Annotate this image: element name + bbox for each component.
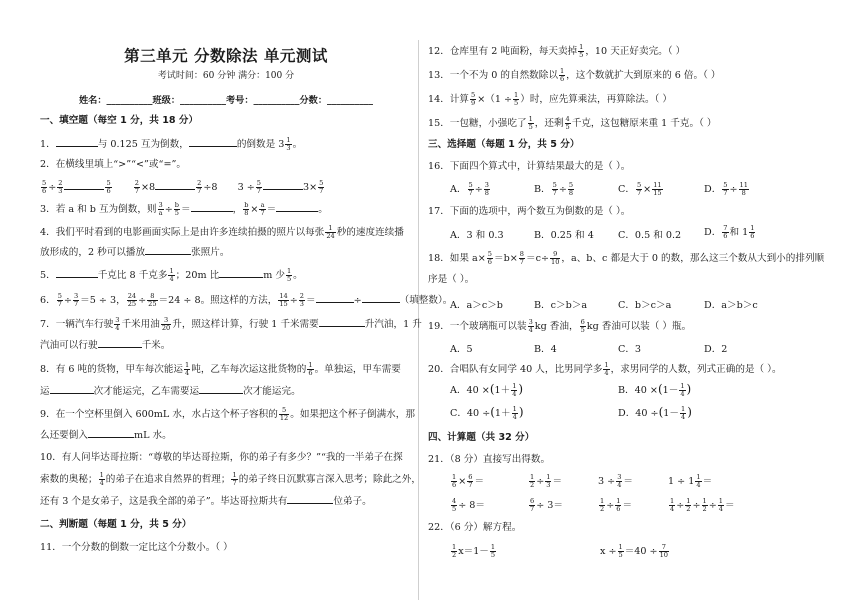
q19-option-a: A．5 (450, 344, 473, 355)
q20-option-c: C．40 ÷(1＋ $\frac{1}{4}$ ) (450, 405, 524, 421)
question-21: 21．（8 分）直接写出得数。 (428, 454, 551, 465)
q17-option-b: B．0.25 和 4 (534, 230, 594, 241)
section-fill-title: 一、填空题（每空 1 分，共 18 分） (40, 115, 199, 126)
q20-option-a: A．40 ×(1＋ $\frac{1}{4}$ ) (450, 382, 524, 398)
section-calc-title: 四、计算题（共 32 分） (428, 432, 535, 443)
q18-option-a: A．a＞c＞b (450, 300, 503, 311)
question-9: 9．在一个空杯里倒入 600mL 水，水占这个杯子容积的 $\frac{5}{12}$ 。如果把这个杯子倒满水，那 (40, 406, 415, 422)
question-16: 16．下面四个算式中，计算结果最大的是（ ）。 (428, 161, 631, 172)
question-11: 11．一个分数的倒数一定比这个分数小。（ ） (40, 542, 233, 553)
question-7-cont: 汽油可以行驶 千米。 (40, 340, 171, 351)
q22-equation-1: $\frac{1}{2}$ x＝1－ $\frac{1}{5}$ (452, 543, 496, 559)
q19-option-b: B．4 (534, 344, 557, 355)
question-7: 7．一辆汽车行驶 $\frac{3}{4}$ 千米用油 $\frac{3}{20}$ 升，照这样计算，行驶 1 千米需要 升汽油，1 升 (40, 316, 422, 332)
question-12: 12．仓库里有 2 吨面粉，每天卖掉 $\frac{1}{5}$ ，10 天正好卖完。（ ） (428, 43, 686, 59)
q17-option-c: C．0.5 和 0.2 (618, 230, 682, 241)
question-18: 18．如果 a× $\frac{5}{6}$ ＝b× $\frac{8}{7}$ ＝c÷ $\frac{9}{10}$ ，a、b、c 都是大于 0 的数，那么这三个数从大到小的排列顺 (428, 250, 825, 266)
section-judge-title: 二、判断题（每题 1 分，共 5 分） (40, 519, 192, 530)
exam-meta: 考试时间：60 分钟 满分：100 分 (157, 71, 295, 81)
question-4: 4．我们平时看到的电影画面实际上是由许多连续拍摄的照片以每张 $\frac{1}{24}$ 秒的速度连续播 (40, 224, 404, 240)
q20-option-d: D．40 ÷(1－ $\frac{1}{4}$ ) (618, 405, 692, 421)
q21-item-4: 1 ÷ 1 $\frac{1}{4}$ ＝ (668, 473, 713, 489)
q16-option-d: D． $\frac{5}{7}$ ÷ $\frac{11}{8}$ (704, 181, 748, 197)
q22-equation-2: x ÷ $\frac{1}{5}$ ＝40 ÷ $\frac{7}{10}$ (600, 543, 668, 559)
q21-item-6: $\frac{6}{7}$ ÷ 3＝ (530, 497, 563, 513)
question-15: 15．一包糖，小强吃了 $\frac{1}{5}$ ，还剩 $\frac{4}{5}$ 千克，这包糖原来重 1 千克。（ ） (428, 115, 717, 131)
q16-option-b: B． $\frac{5}{7}$ ÷ $\frac{5}{8}$ (534, 181, 574, 197)
question-14: 14．计算 $\frac{5}{9}$ ×（1 ÷ $\frac{1}{5}$ ）时，应先算乘法，再算除法。（ ） (428, 91, 672, 107)
question-17: 17．下面的选项中，两个数互为倒数的是（ ）。 (428, 206, 631, 217)
question-4-cont: 放形成的，2 秒可以播放 张照片。 (40, 247, 230, 258)
question-18-cont: 序是（ ）。 (428, 274, 475, 285)
q21-item-1: $\frac{1}{6}$ × $\frac{6}{7}$ ＝ (452, 473, 485, 489)
question-9-cont: 么还要倒入 mL 水。 (40, 430, 172, 441)
q21-item-8: $\frac{1}{4}$ ÷ $\frac{1}{2}$ ÷ $\frac{1}{2}$ ÷ $\frac{1}{4}$ ＝ (670, 497, 735, 513)
q21-item-5: $\frac{4}{5}$ ÷ 8＝ (452, 497, 485, 513)
question-3: 3．若 a 和 b 互为倒数，则 $\frac{3}{a}$ ÷ $\frac{b}{5}$ ＝ ， $\frac{b}{8}$ × $\frac{a}{7}$ ＝ 。 (40, 201, 328, 217)
q18-option-c: C．b＞c＞a (618, 300, 672, 311)
question-20: 20．合唱队有女同学 40 人，比男同学多 $\frac{1}{4}$ ，求男同学的人数，列式正确的是（ ）。 (428, 361, 782, 377)
question-19: 19．一个玻璃瓶可以装 $\frac{3}{4}$ kg 香油， $\frac{6}{5}$ kg 香油可以装（ ）瓶。 (428, 318, 692, 334)
question-8-cont: 运 次才能运完，乙车需要运 次才能运完。 (40, 386, 301, 397)
question-10-end: 还有 3 个是女弟子，这是我全部的弟子”。毕达哥拉斯共有 位弟子。 (40, 496, 372, 507)
q21-item-7: $\frac{1}{2}$ ÷ $\frac{1}{6}$ ＝ (600, 497, 633, 513)
q20-option-b: B．40 ×(1－ $\frac{1}{4}$ ) (618, 382, 692, 398)
q21-item-3: 3 ÷ $\frac{3}{4}$ ＝ (598, 473, 633, 489)
q21-item-2: $\frac{1}{2}$ ÷ $\frac{1}{3}$ ＝ (530, 473, 563, 489)
q18-option-b: B．c＞b＞a (534, 300, 588, 311)
question-2-comparisons: $\frac{5}{6}$ ÷ $\frac{2}{3}$ $\frac{5}{6}$ $\frac{2}{7}$ ×8 $\frac{2}{7}$ ÷8 3 ÷ $\frac{5}{7}$ 3× $\frac{5}{7}$ (42, 179, 324, 195)
q17-option-a: A．3 和 0.3 (450, 230, 504, 241)
question-10: 10．有人问毕达哥拉斯：“尊敬的毕达哥拉斯，你的弟子有多少？”“我的一半弟子在探 (40, 452, 403, 463)
student-info: 姓名：__________班级：__________考号：__________分数：__________ (79, 95, 373, 106)
question-8: 8．有 6 吨的货物，甲车每次能运 $\frac{1}{4}$ 吨，乙车每次运这批货物的 $\frac{1}{6}$ 。单独运，甲车需要 (40, 361, 401, 377)
question-6: 6． $\frac{5}{7}$ ÷ $\frac{3}{7}$ ＝5 ÷ 3， $\frac{24}{25}$ ÷ $\frac{8}{25}$ ＝24 ÷ 8。照这样的方法， $\frac{14}{15}$ ÷ $\frac{2}{3}$ ＝ ÷ （填整数）。 (40, 292, 453, 308)
question-13: 13．一个不为 0 的自然数除以 $\frac{1}{6}$ ，这个数就扩大到原来的 6 倍。（ ） (428, 67, 721, 83)
q16-option-c: C． $\frac{5}{7}$ × $\frac{11}{15}$ (618, 181, 662, 197)
q17-option-d: D． $\frac{7}{6}$ 和 1 $\frac{1}{6}$ (704, 224, 755, 240)
question-2: 2．在横线里填上“>”“<”或“=”。 (40, 159, 186, 170)
q19-option-c: C．3 (618, 344, 642, 355)
q19-option-d: D．2 (704, 344, 728, 355)
q18-option-d: D．a＞b＞c (704, 300, 758, 311)
question-10-cont: 索数的奥秘； $\frac{1}{4}$ 的弟子在追求自然界的哲理； $\frac{1}{7}$ 的弟子终日沉默寡言深入思考；除此之外， (40, 471, 421, 487)
q16-option-a: A． $\frac{5}{7}$ ÷ $\frac{3}{8}$ (450, 181, 489, 197)
page-title: 第三单元 分数除法 单元测试 (124, 47, 328, 65)
question-5: 5． 千克比 8 千克多 $\frac{1}{4}$ ；20m 比 m 少 $\frac{1}{5}$ 。 (40, 267, 303, 283)
section-choice-title: 三、选择题（每题 1 分，共 5 分） (428, 139, 580, 150)
question-22: 22．（6 分）解方程。 (428, 522, 522, 533)
question-1: 1． 与 0.125 互为倒数， 的倒数是 3 $\frac{1}{3}$ 。 (40, 136, 303, 152)
